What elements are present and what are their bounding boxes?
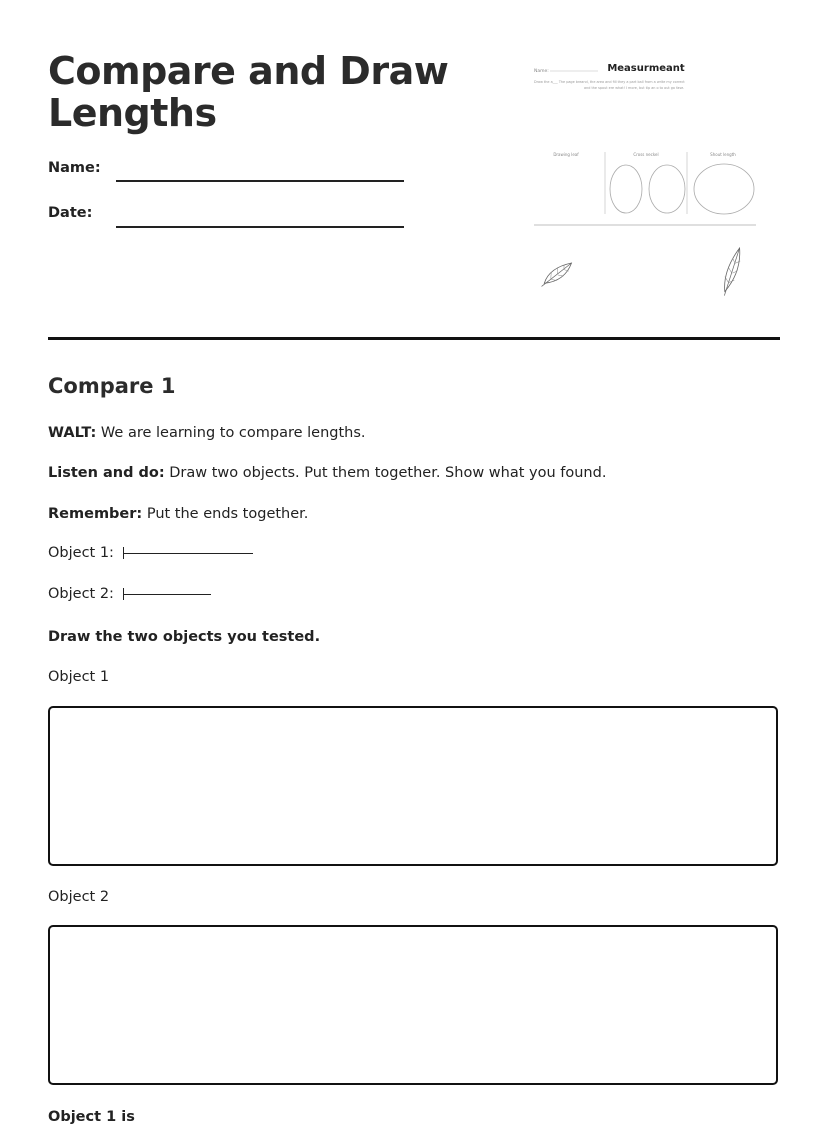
remember-label: Remember: (48, 506, 143, 522)
walt-label: WALT: (48, 425, 97, 441)
object2-box-label: Object 2 (48, 889, 110, 905)
listen-line (48, 465, 606, 481)
thumb-circle-shape (610, 165, 642, 213)
worksheet-title: Compare and Draw Lengths (48, 49, 449, 135)
leaf-icon (719, 247, 745, 297)
object1-measure-line (48, 545, 253, 561)
worksheet-thumbnail-image (528, 56, 762, 304)
object1-box-label: Object 1 (48, 669, 110, 685)
thumb-col3-label: Shout length (710, 152, 736, 157)
thumb-circle-shape (649, 165, 685, 213)
object2-length-bar (123, 588, 211, 600)
listen-text: Draw two objects. Put them together. Show what you found. (164, 465, 607, 481)
thumb-col2-label: Cross neckel (633, 152, 659, 157)
next-prompt-partial: Object 1 is (48, 1109, 135, 1125)
object1-measure-label: Object 1: (48, 545, 114, 561)
thumb-col1-label: Drawing leaf (553, 152, 579, 157)
name-label: Name: (48, 160, 101, 176)
object1-drawing-area[interactable] (48, 706, 778, 866)
measure-bar-line (124, 553, 253, 554)
date-label: Date: (48, 205, 93, 221)
listen-label: Listen and do: (48, 465, 165, 481)
object1-length-bar (123, 547, 253, 559)
walt-text: We are learning to compare lengths. (96, 425, 366, 441)
thumb-instructions-2: and the spout ere what! I more, but tip an o to out go fase. (584, 86, 685, 90)
thumb-name-label: Name: (534, 69, 549, 74)
section-title: Compare 1 (48, 374, 176, 398)
object2-drawing-area[interactable] (48, 925, 778, 1085)
header-divider (48, 337, 780, 340)
draw-instruction: Draw the two objects you tested. (48, 629, 321, 645)
object2-measure-line (48, 586, 211, 602)
object2-measure-label: Object 2: (48, 586, 114, 602)
name-field[interactable] (116, 180, 404, 182)
remember-text: Put the ends together. (142, 506, 309, 522)
thumb-instructions-1: Draw the a___ The page breand, the area and fill they a part ball from a write my correct (534, 80, 685, 84)
remember-line (48, 506, 308, 522)
measure-bar-line (124, 594, 211, 595)
walt-line (48, 425, 366, 441)
date-field[interactable] (116, 226, 404, 228)
leaf-icon (538, 260, 575, 290)
thumb-title: Measurmeant (607, 63, 685, 74)
thumb-circle-shape (694, 164, 754, 214)
